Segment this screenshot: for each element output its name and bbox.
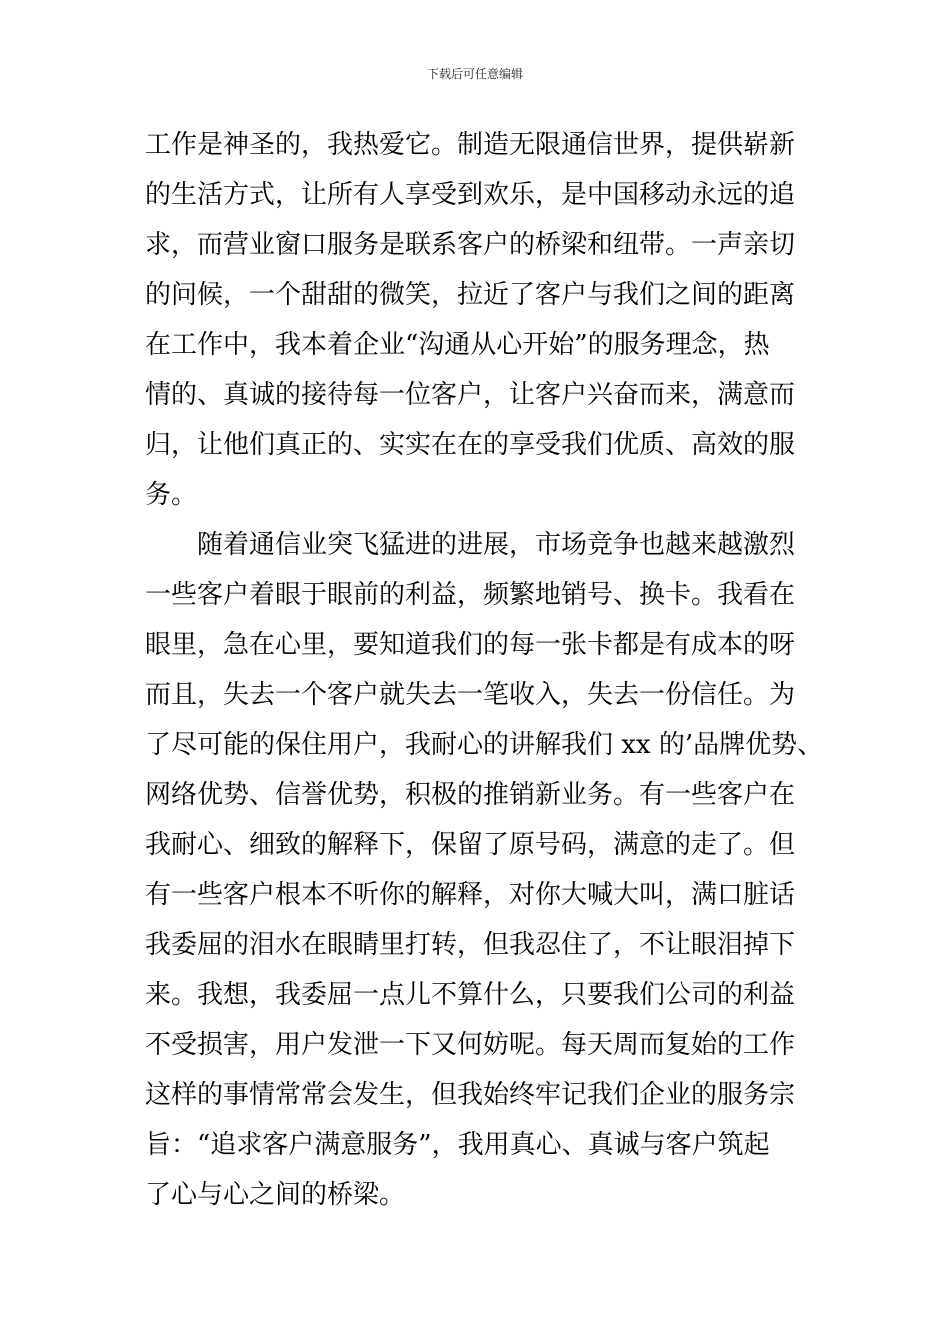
text-line: 网络优势、信誉优势，积极的推销新业务。有一些客户在	[145, 780, 796, 810]
text-line: 不受损害，用户发泄一下又何妨呢。每天周而复始的工作	[145, 1030, 796, 1060]
text-line: 眼里，急在心里，要知道我们的每一张卡都是有成本的呀	[145, 630, 796, 660]
text-line: 求，而营业窗口服务是联系客户的桥梁和纽带。一声亲切	[145, 230, 796, 260]
text-line: 工作是神圣的，我热爱它。制造无限通信世界，提供崭新	[145, 130, 796, 160]
text-line: 了尽可能的保住用户，我耐心的讲解我们 xx 的’品牌优势、	[145, 730, 824, 760]
text-line: 在工作中，我本着企业“沟通从心开始”的服务理念，热	[145, 330, 770, 360]
text-line: 而且，失去一个客户就失去一笔收入，失去一份信任。为	[145, 680, 796, 710]
text-line: 务。	[145, 480, 198, 510]
text-line: 有一些客户根本不听你的解释，对你大喊大叫，满口脏话	[145, 880, 796, 910]
text-line: 了心与心之间的桥梁。	[145, 1180, 406, 1210]
text-line: 我委屈的泪水在眼睛里打转，但我忍住了，不让眼泪掉下	[145, 930, 796, 960]
text-line: 的问候，一个甜甜的微笑，拉近了客户与我们之间的距离	[145, 280, 796, 310]
text-line: 来。我想，我委屈一点儿不算什么，只要我们公司的利益	[145, 980, 796, 1010]
page-header: 下载后可任意编辑	[426, 67, 523, 81]
text-line: 一些客户着眼于眼前的利益，频繁地销号、换卡。我看在	[145, 580, 796, 610]
text-line: 情的、真诚的接待每一位客户，让客户兴奋而来，满意而	[145, 380, 796, 410]
text-line: 归，让他们真正的、实实在在的享受我们优质、高效的服	[145, 430, 796, 460]
text-line: 旨：“追求客户满意服务”，我用真心、真诚与客户筑起	[145, 1130, 770, 1160]
text-line: 我耐心、细致的解释下，保留了原号码，满意的走了。但	[145, 830, 796, 860]
text-line: 的生活方式，让所有人享受到欢乐，是中国移动永远的追	[145, 180, 796, 210]
paragraph-first-line: 随着通信业突飞猛进的进展，市场竞争也越来越激烈	[197, 530, 796, 560]
text-line: 这样的事情常常会发生，但我始终牢记我们企业的服务宗	[145, 1080, 796, 1110]
